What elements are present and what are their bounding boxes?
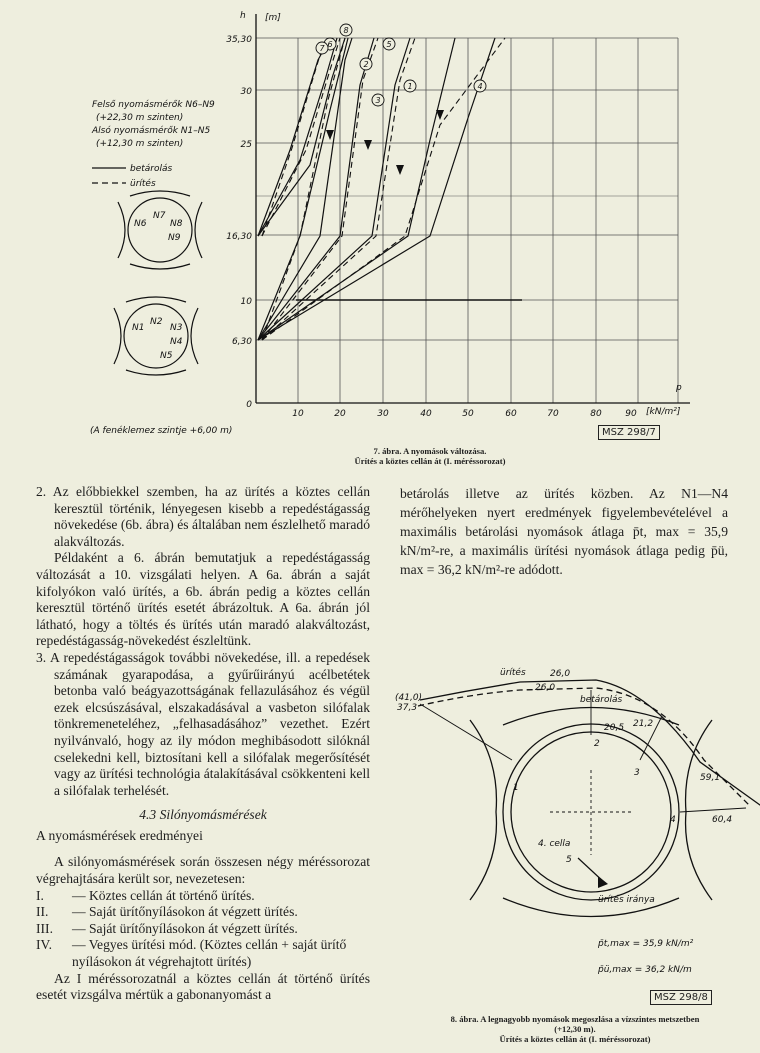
figure-8-silo-walls: [470, 708, 712, 917]
curve-label-8: 8: [343, 26, 349, 35]
figure-8-caption: [395, 1014, 755, 1044]
axis-h-label: h: [240, 11, 246, 21]
figure-7-caption-line2: Ürítés a köztes cellán át (I. méréssorozat): [354, 456, 506, 466]
list-item-number: I.: [36, 887, 44, 903]
list-item-text: — Saját ürítőnyílásokon át végzett ürítés.: [72, 904, 298, 920]
figure-7-empty-curves: [262, 38, 505, 340]
figure-8-caption-line3: Ürítés a köztes cellán át (I. méréssorozat): [499, 1034, 651, 1044]
flow-arrow: [598, 876, 608, 888]
axis-h-unit: [m]: [265, 13, 281, 23]
value-26a: 26,0: [550, 669, 571, 679]
figure-7-axes: [256, 14, 690, 403]
value-410: (41,0): [395, 693, 423, 703]
x-tick-30: 30: [377, 409, 389, 419]
x-tick-20: 20: [334, 409, 346, 419]
curve-label-3: 3: [375, 96, 381, 105]
cell-label: 4. cella: [538, 839, 571, 849]
paragraph-2: 2. Az előbbiekkel szemben, ha az ürítés a köztes cellán keresztül történik, lényegesen kisebb a repedéstágasság növekedése (6b. ábra) és általában nem észlelhető maradó alakváltozás.: [36, 484, 370, 549]
curve-label-4: 4: [477, 82, 483, 91]
right-paragraph-1: betárolás illetve az ürítés közben. Az N1—N4 mérőhelyeken nyert eredmények figyelembevételével a maximális betárolási nyomások átlaga p̄t, max = 35,9 kN/m²-re, a maximális ürítési nyomások átlaga pedig p̄ü, max = 36,2 kN/m²-re adódott.: [400, 486, 728, 577]
sensor-N9: N9: [168, 233, 181, 243]
figure-8-caption-line2: (+12,30 m).: [554, 1024, 596, 1034]
legend-upper: Felső nyomásmérők N6–N9: [92, 100, 215, 110]
sensor-N7: N7: [153, 211, 166, 221]
curve-label-2: 2: [363, 60, 369, 69]
axis-p-label: p: [676, 383, 682, 393]
point-2: 2: [594, 739, 600, 749]
figure-8-stamp: MSZ 298/8: [650, 990, 712, 1005]
paragraph-intro: A silónyomásmérések során összesen négy méréssorozat végrehajtására került sor, nevezetesen:: [36, 854, 370, 887]
figure-7-fill-curves: [258, 38, 495, 340]
x-tick-90: 90: [625, 409, 637, 419]
curve-label-7: 7: [319, 44, 325, 53]
value-26b: 26,0: [535, 683, 556, 693]
sensor-N1: N1: [132, 323, 145, 333]
point-4: 4: [670, 815, 676, 825]
figure-7-caption-line1: 7. ábra. A nyomások változása.: [373, 446, 487, 456]
sensor-diagram-lower: [114, 297, 198, 375]
section-title: 4.3 Silónyomásmérések: [139, 807, 267, 823]
curve-label-5: 5: [386, 40, 392, 49]
y-tick-10: 10: [240, 297, 252, 307]
sensor-N3: N3: [170, 323, 183, 333]
sensor-N5: N5: [160, 351, 173, 361]
legend-upper-level: (+22,30 m szinten): [96, 113, 184, 123]
figure-7-grid: [256, 38, 678, 403]
value-591: 59,1: [700, 773, 721, 783]
value-604: 60,4: [712, 815, 733, 825]
value-212: 21,2: [633, 719, 654, 729]
value-205: 20,5: [604, 723, 625, 733]
y-tick-1630: 16,30: [226, 232, 252, 242]
figure-8-pressure-curves: [418, 680, 760, 820]
figure-7-caption: [230, 446, 630, 466]
sensor-N6: N6: [134, 219, 147, 229]
figure-8-radial-lines: [420, 690, 746, 855]
x-tick-60: 60: [505, 409, 517, 419]
bottom-note: (A fenéklemez szintje +6,00 m): [90, 426, 233, 436]
x-tick-70: 70: [547, 409, 559, 419]
list-item-number: III.: [36, 920, 53, 936]
sensor-N2: N2: [150, 317, 163, 327]
point-3: 3: [634, 768, 640, 778]
list-item-number: IV.: [36, 937, 52, 953]
curve-label-6: 6: [327, 40, 333, 49]
paragraph-3: 3. A repedéstágasságok további növekedése, ill. a repedések számának gyarapodása, a gyűrűirányú acélbetétek betonba való beágyazottságának fellazulásához és végül ezek elcsúszásával, elszakadásával a vasbeton silófalak tönkremeneteléhez, „felhasadásához” vezethet. Ezért nyilvánvaló, hogy az ily módon meghibásodott silóknál cselekedni kell, biztosítani kell a silófalak megerősítését vagy az ürítési technológia átalakításával csökkenteni kell a silófalak terhelését.: [36, 649, 370, 798]
list-item: [36, 921, 370, 938]
legend-empty-label: ürítés: [130, 179, 156, 189]
list-item-text: — Saját ürítőnyílásokon át végzett ürítés.: [72, 920, 298, 936]
flow-label: ürítés iránya: [598, 895, 655, 905]
curve-label-1: 1: [407, 82, 413, 91]
left-column: [36, 484, 370, 1004]
x-tick-10: 10: [292, 409, 304, 419]
y-tick-3530: 35,30: [226, 35, 252, 45]
sensor-N4: N4: [170, 337, 183, 347]
subheading: A nyomásmérések eredményei: [36, 827, 203, 843]
formula-empty: p̄ü,max = 36,2 kN/m: [598, 965, 692, 975]
point-1: 1: [513, 783, 519, 793]
label-fill: betárolás: [580, 695, 623, 705]
right-column: [400, 484, 728, 579]
value-373: 37,3: [397, 703, 418, 713]
paragraph-example: Példaként a 6. ábrán bemutatjuk a repedéstágasság változását a 10. vizsgálati helyen. A 6a. ábrán a saját kifolyókon való ürítés, a 6b. ábrán pedig a köztes cellán keresztül történő ürítés esetét ábrázoltuk. A 6a. ábrán jól látható, hogy a töltés és ürítés után maradó alakváltozást, repedéstágasság-növekedést észleltünk.: [36, 550, 370, 649]
point-5: 5: [566, 855, 572, 865]
legend-lower-level: (+12,30 m szinten): [96, 139, 184, 149]
figure-7: [0, 0, 760, 470]
legend-fill-label: betárolás: [130, 164, 173, 174]
x-tick-40: 40: [420, 409, 432, 419]
paragraph-last: Az I méréssorozatnál a köztes cellán át történő ürítés esetét vizsgálva mértük a gabonanyomást a: [36, 970, 370, 1003]
y-tick-0: 0: [246, 400, 252, 410]
x-tick-50: 50: [462, 409, 474, 419]
list-item-number: II.: [36, 904, 49, 920]
list-item: [36, 937, 370, 970]
y-tick-30: 30: [240, 87, 252, 97]
y-tick-25: 25: [240, 140, 252, 150]
list-item-text: — Vegyes ürítési mód. (Köztes cellán + saját ürítő nyílásokon át végrehajtott ürítés): [72, 937, 347, 970]
sensor-N8: N8: [170, 219, 183, 229]
figure-7-stamp: MSZ 298/7: [598, 425, 660, 440]
y-tick-630: 6,30: [231, 337, 252, 347]
formula-fill: p̄t,max = 35,9 kN/m²: [598, 939, 694, 949]
measurement-list: [36, 888, 370, 971]
figure-8-caption-line1: 8. ábra. A legnagyobb nyomások megoszlása a vízszintes metszetben: [450, 1014, 700, 1024]
list-item: [36, 904, 370, 921]
sensor-diagram-upper: [118, 191, 202, 269]
x-tick-80: 80: [590, 409, 602, 419]
list-item: [36, 888, 370, 905]
legend-lower: Alsó nyomásmérők N1–N5: [92, 126, 211, 136]
label-empty: ürítés: [500, 668, 526, 678]
axis-p-unit: [kN/m²]: [646, 407, 681, 417]
list-item-text: — Köztes cellán át történő ürítés.: [72, 887, 255, 903]
